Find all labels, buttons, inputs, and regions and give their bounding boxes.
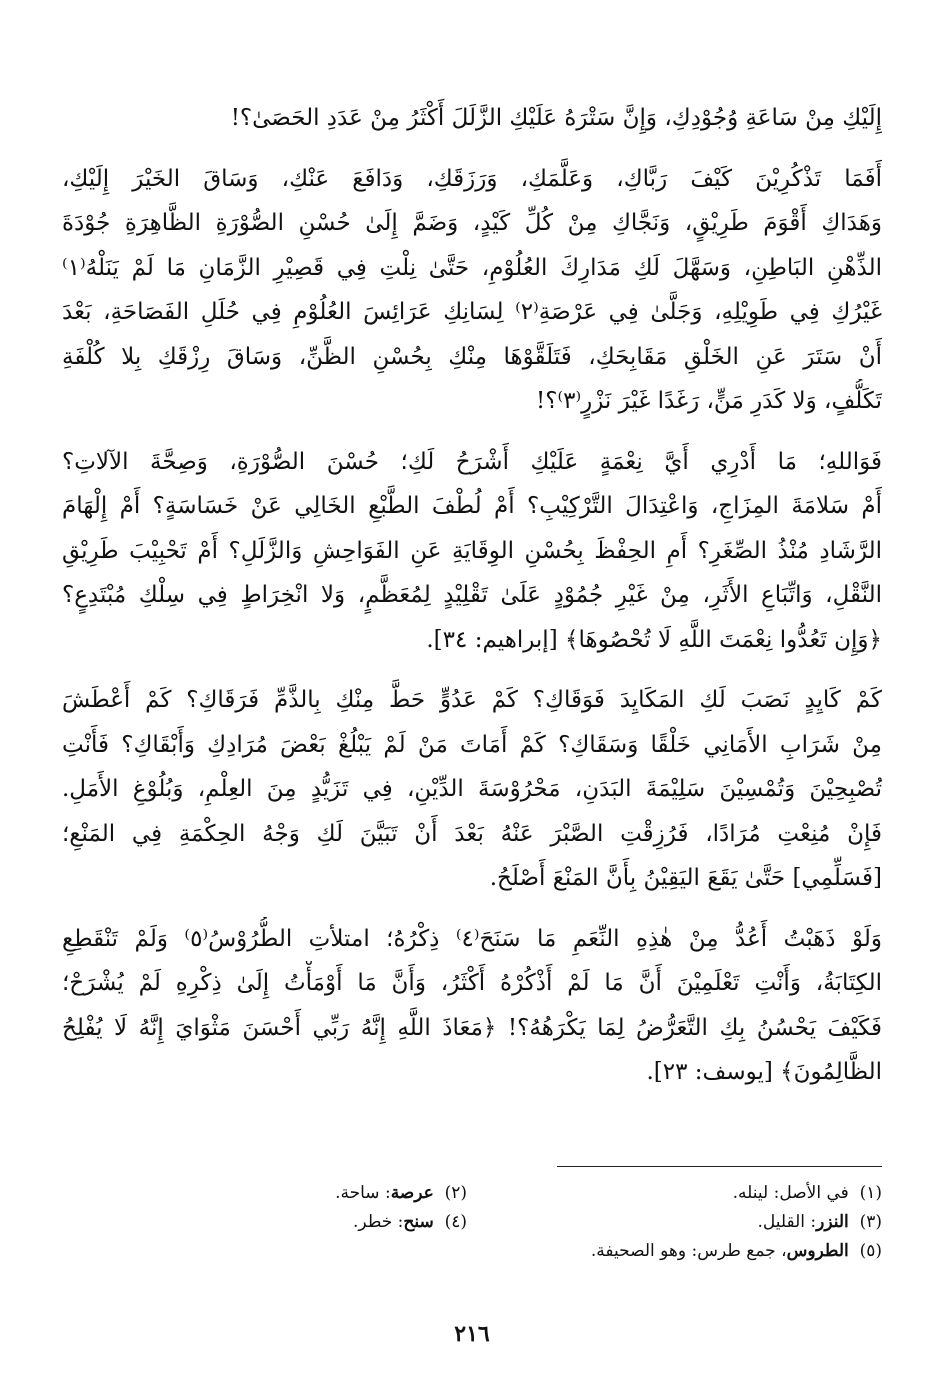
paragraph (62, 917, 882, 1095)
text-line: فَوَاللهِ؛ مَا أَدْرِي أَيَّ نِعْمَةٍ عَلَيْكِ أَشْرَحُ لَكِ؛ حُسْنَ الصُّوْرَةِ، وَصِحَّةَ الآلاتِ؟ (62, 448, 882, 475)
text-line: أَفَمَا تَذْكُرِيْنَ كَيْفَ رَبَّاكِ، وَعَلَّمَكِ، وَرَزَقَكِ، وَدَافَعَ عَنْكِ، وَسَاقَ الخَيْرَ إِلَيْكِ، (62, 165, 882, 192)
text-line: تَكَلُّفٍ، وَلا كَدَرِ مَنٍّ، رَغَدًا غَيْرَ نَزْرٍ⁽٣⁾؟! (536, 388, 882, 414)
paragraph (62, 96, 882, 141)
text-line: إِلَيْكِ مِنْ سَاعَةِ وُجُوْدِكِ، وَإِنَّ سَتْرَهُ عَلَيْكِ الزَّلَلَ أَكْثَرُ مِنْ عَدَدِ الحَصَىٰ؟! (230, 105, 882, 131)
footnote-5: (٥) الطروس، جمع طرس: وهو الصحيفة. (590, 1241, 882, 1261)
footnote-3: (٣) النزر: القليل. (757, 1212, 882, 1232)
text-line: النَّقْلِ، وَاتِّبَاعِ الأَثَرِ، مِنْ غَيْرِ جُمُوْدٍ عَلَىٰ تَقْلِيْدٍ لِمُعَظَّمٍ، وَلا انْخِرَاطٍ فِي سِلْكِ مُبْتَدِعٍ؟ (62, 582, 882, 608)
page-number: ٢١٦ (454, 1321, 490, 1347)
footnotes (62, 1183, 882, 1270)
text-line: فَإِنْ مُنِعْتِ مُرَادًا، فَرُزِقْتِ الصَّبْرَ عَنْهُ بَعْدَ أَنْ تَبَيَّنَ لَكِ وَجْهُ الحِكْمَةِ فِي المَنْعِ؛ (62, 820, 882, 847)
footnote-1: (١) في الأصل: لينله. (732, 1183, 882, 1203)
paragraph (62, 440, 882, 663)
footnote-2: (٢) عرصة: ساحة. (335, 1183, 467, 1203)
paragraph (62, 157, 882, 424)
page-body (62, 96, 882, 1095)
paragraph (62, 678, 882, 901)
text-line: أَمْ سَلامَةَ المِزَاجِ، وَاعْتِدَالَ التَّرْكِيْبِ؟ أَمْ لُطْفَ الطَّبْعِ الخَالِي عَنْ خَسَاسَةٍ؟ أَمْ إِلْهَامَ (62, 493, 882, 519)
text-line: مِنْ شَرَابِ الأَمَانِي خَلْقًا وَسَقَاكِ؟ كَمْ أَمَاتَ مَنْ لَمْ يَبْلُغْ بَعْضَ مُرَادِكِ وَأَبْقَاكِ؟ فَأَنْتِ (62, 731, 882, 758)
footnote-separator (557, 1166, 882, 1167)
text-line: الظَّالِمُونَ﴾ [يوسف: ٢٣]. (646, 1059, 882, 1085)
text-line: ﴿وَإِن تَعُدُّوا نِعْمَتَ اللَّهِ لَا تُحْصُوهَا﴾ [إبراهيم: ٣٤]. (426, 626, 882, 653)
text-line: كَمْ كَايِدٍ نَصَبَ لَكِ المَكَايِدَ فَوَقَاكِ؟ كَمْ عَدُوٍّ حَطَّ مِنْكِ بِالذَّمِّ فَرَقَاكِ؟ كَمْ أَعْطَشَ (62, 687, 882, 713)
text-line: وَلَوْ ذَهَبْتُ أَعُدُّ مِنْ هٰذِهِ النِّعَمِ مَا سَنَحَ⁽٤⁾ ذِكْرُهُ؛ امتلأتِ الطُّرُوْسُ⁽٥⁾ وَلَمْ تَنْقَطِعِ (62, 925, 882, 952)
text-line: الكِتَابَةُ، وَأَنْتِ تَعْلَمِيْنَ أَنَّ مَا لَمْ أَذْكُرْهُ أَكْثَرُ، وَأَنَّ مَا أَوْمَأْتُ إِلَىٰ ذِكْرِهِ لَمْ يُشْرَحْ؛ (62, 970, 882, 996)
text-line: وَهَدَاكِ أَقْوَمَ طَرِيْقٍ، وَنَجَّاكِ مِنْ كُلِّ كَيْدٍ، وَضَمَّ إِلَىٰ حُسْنِ الصُّوْرَةِ الظَّاهِرَةِ جُوْدَةَ (62, 210, 882, 236)
text-line: فَكَيْفَ يَحْسُنُ بِكِ التَّعَرُّضُ لِمَا يَكْرَهُهُ؟! ﴿مَعَاذَ اللَّهِ إِنَّهُ رَبِّي أَحْسَنَ مَثْوَايَ إِنَّهُ لَا يُفْلِحُ (62, 1014, 882, 1041)
text-line: [فَسَلِّمِي] حَتَّىٰ يَقَعَ اليَقِيْنُ بِأَنَّ المَنْعَ أَصْلَحُ. (489, 865, 882, 891)
footnote-4: (٤) سنح: خطر. (353, 1212, 467, 1232)
text-line: تُصْبِحِيْنَ وَتُمْسِيْنَ سَلِيْمَةَ البَدَنِ، مَحْرُوْسَةَ الدِّيْنِ، فِي تَزَيُّدٍ مِنَ العِلْمِ، وَبُلُوْغِ الأَمَلِ. (62, 776, 882, 802)
text-line: غَيْرُكِ فِي طَوِيْلِهِ، وَجَلَّىٰ فِي عَرْصَةِ⁽٢⁾ لِسَانِكِ عَرَائِسَ العُلُوْمِ فِي حُلَلِ الفَصَاحَةِ، بَعْدَ (62, 299, 882, 325)
text-line: الذِّهْنِ البَاطِنِ، وَسَهَّلَ لَكِ مَدَارِكَ العُلُوْمِ، حَتَّىٰ نِلْتِ فِي قَصِيْرِ الزَّمَانِ مَا لَمْ يَنَلْهُ⁽١⁾ (62, 254, 882, 281)
text-line: أَنْ سَتَرَ عَنِ الخَلْقِ مَقَابِحَكِ، فَتَلَقَّوْهَا مِنْكِ بِحُسْنِ الظَّنِّ، وَسَاقَ رِزْقَكِ بِلا كُلْفَةِ (62, 343, 882, 370)
text-line: الرَّشَادِ مُنْذُ الصِّغَرِ؟ أَمِ الحِفْظَ بِحُسْنِ الوِقَايَةِ عَنِ الفَوَاحِشِ وَالزَّلَلِ؟ أَمْ تَحْبِيْبَ طَرِيْقِ (62, 537, 882, 564)
